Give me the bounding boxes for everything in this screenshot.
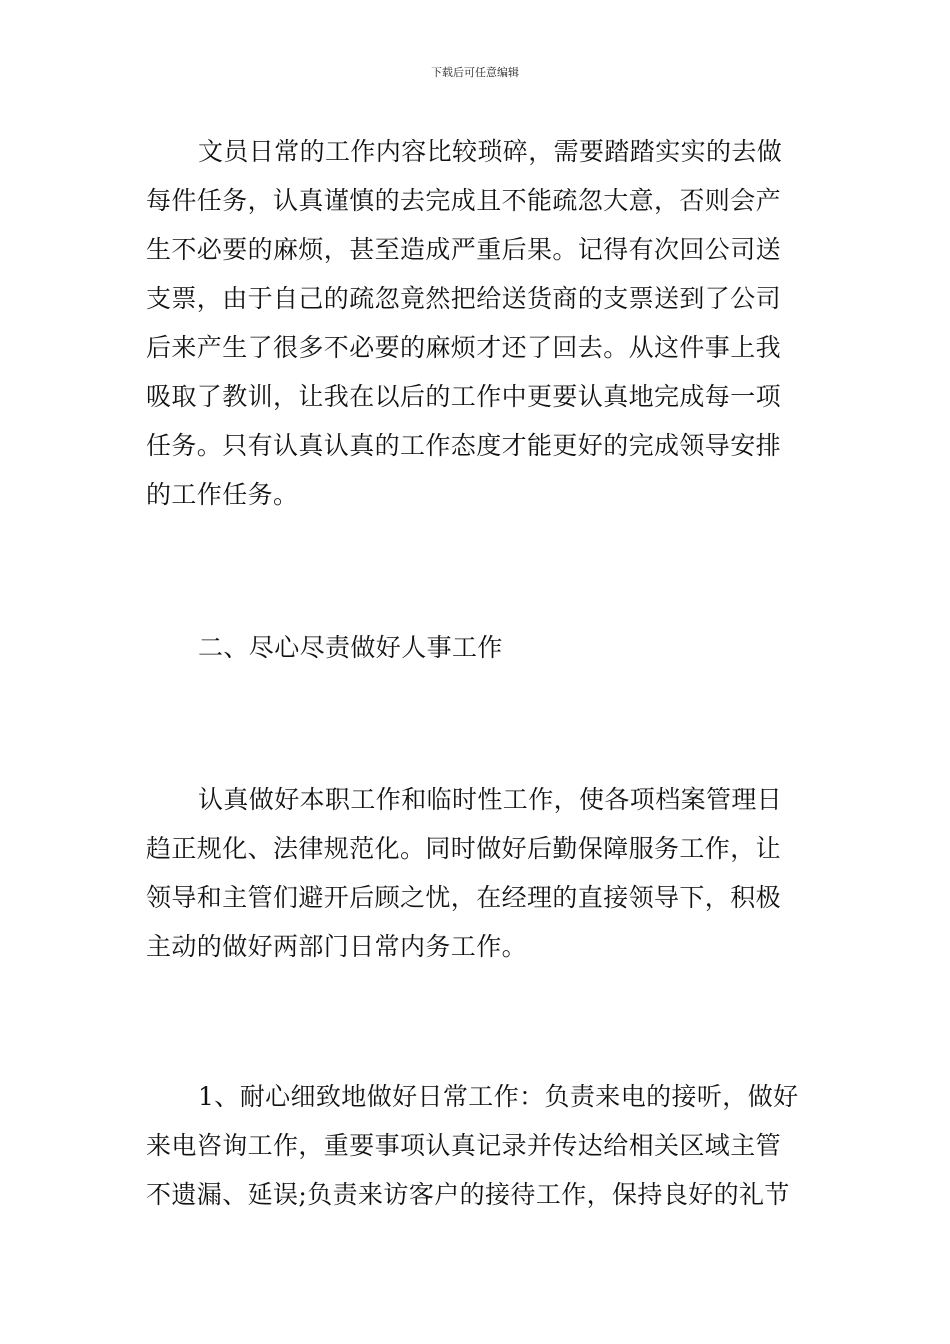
paragraph-line: 领导和主管们避开后顾之忧，在经理的直接领导下，积极 — [146, 883, 782, 912]
paragraph-line: 支票，由于自己的疏忽竟然把给送货商的支票送到了公司 — [146, 284, 782, 313]
paragraph-line: 的工作任务。 — [146, 480, 299, 509]
paragraph-line: 不遗漏、延误;负责来访客户的接待工作，保持良好的礼节 — [146, 1180, 790, 1209]
paragraph-line: 来电咨询工作，重要事项认真记录并传达给相关区域主管 — [146, 1131, 782, 1160]
header-note: 下载后可任意编辑 — [431, 66, 519, 79]
paragraph-hr-work — [146, 775, 816, 971]
paragraph-line: 任务。只有认真认真的工作态度才能更好的完成领导安排 — [146, 431, 782, 460]
paragraph-line: 趋正规化、法律规范化。同时做好后勤保障服务工作，让 — [146, 834, 782, 863]
paragraph-line: 主动的做好两部门日常内务工作。 — [146, 932, 528, 961]
paragraph-line: 吸取了教训，让我在以后的工作中更要认真地完成每一项 — [146, 382, 782, 411]
paragraph-line: 文员日常的工作内容比较琐碎，需要踏踏实实的去做 — [198, 137, 783, 166]
paragraph-line: 1、耐心细致地做好日常工作：负责来电的接听，做好 — [198, 1082, 799, 1111]
paragraph-line: 生不必要的麻烦，甚至造成严重后果。记得有次回公司送 — [146, 235, 782, 264]
paragraph-daily-work — [146, 127, 816, 519]
paragraph-daily-tasks — [146, 1072, 816, 1219]
paragraph-line: 后来产生了很多不必要的麻烦才还了回去。从这件事上我 — [146, 333, 782, 362]
section-heading: 二、尽心尽责做好人事工作 — [198, 633, 503, 662]
paragraph-line: 每件任务，认真谨慎的去完成且不能疏忽大意，否则会产 — [146, 186, 782, 215]
paragraph-line: 认真做好本职工作和临时性工作，使各项档案管理日 — [198, 785, 783, 814]
